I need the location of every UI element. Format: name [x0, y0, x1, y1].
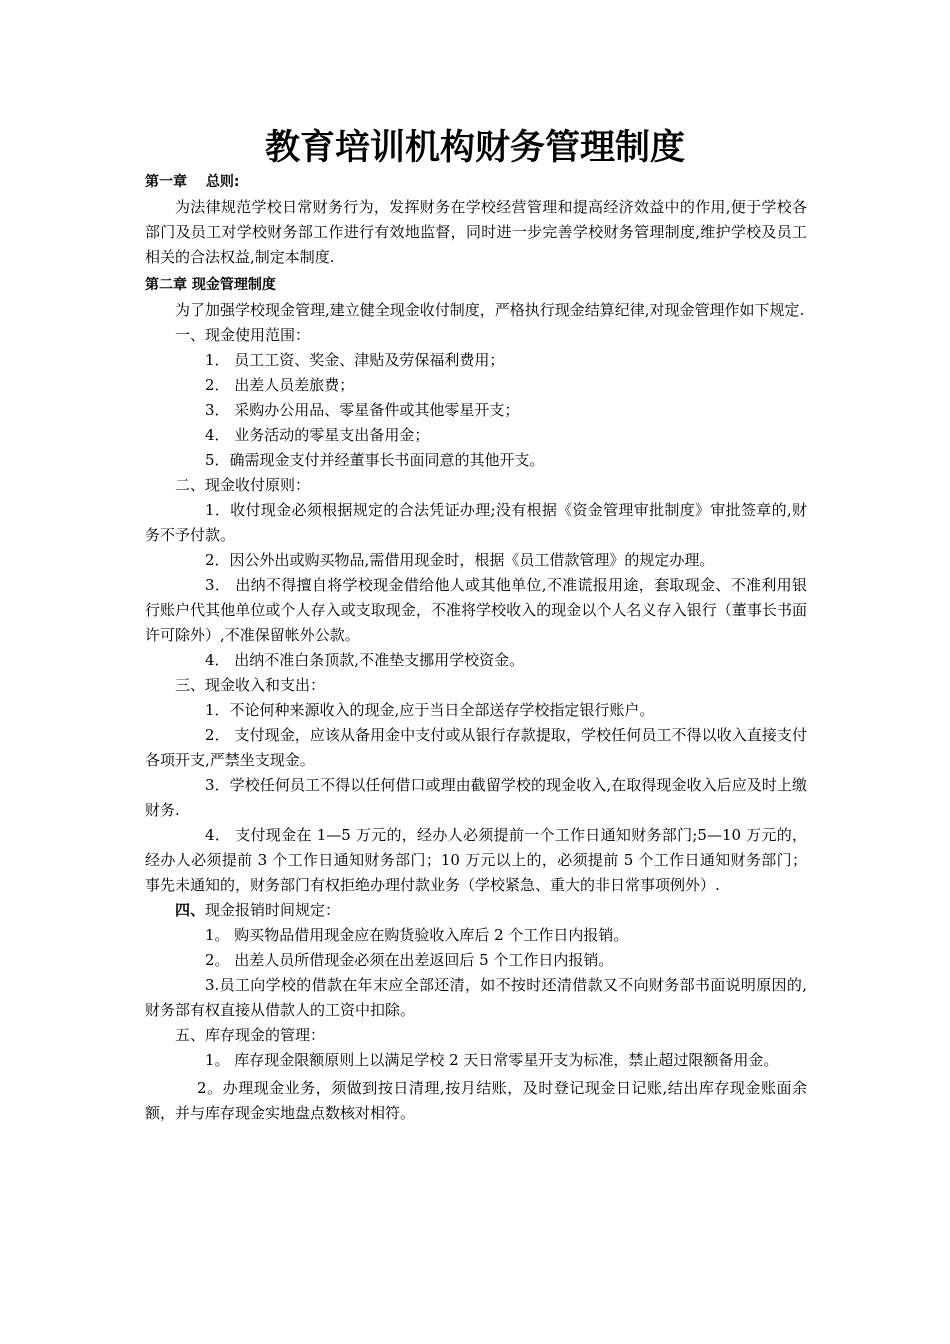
chapter-2-heading: 第二章 现金管理制度	[145, 277, 276, 293]
section-1-item: 3． 采购办公用品、零星备件或其他零星开支；	[205, 401, 520, 419]
section-4-item: 2。 出差人员所借现金必须在出差返回后 5 个工作日内报销。	[205, 951, 614, 969]
section-1-item: 5．确需现金支付并经董事长书面同意的其他开支。	[205, 451, 545, 469]
section-5-title: 五、库存现金的管理：	[175, 1026, 326, 1044]
section-5-item: 1。 库存现金限额原则上以满足学校 2 天日常零星开支为标准，禁止超过限额备用金。	[205, 1051, 779, 1069]
section-3-item: 1．不论何种来源收入的现金,应于当日全部送存学校指定银行账户。	[205, 701, 655, 719]
section-1-title: 一、现金使用范围：	[175, 326, 311, 344]
section-2-item: 3． 出纳不得擅自将学校现金借给他人或其他单位,不准谎报用途，套取现金、不准利用银行账户代其他单位或个人存入或支取现金，不准将学校收入的现金以个人名义存入银行（董事长书面许可除外）,不准保留帐外公款。	[145, 576, 807, 644]
chapter-1-heading: 第一章 总则:	[145, 174, 240, 190]
section-4-title-text: 现金报销时间规定：	[205, 901, 341, 919]
section-2-item: 4． 出纳不准白条顶款,不准垫支挪用学校资金。	[205, 651, 525, 669]
section-1-item: 1． 员工工资、奖金、津贴及劳保福利费用；	[205, 351, 505, 369]
section-3-item: 2． 支付现金，应该从备用金中支付或从银行存款提取，学校任何员工不得以收入直接支付各项开支,严禁坐支现金。	[145, 726, 807, 769]
section-4-number: 四、	[175, 901, 206, 919]
section-3-title: 三、现金收入和支出：	[175, 676, 326, 694]
section-4-item: 3.员工向学校的借款在年末应全部还清，如不按时还清借款又不向财务部书面说明原因的,财务部有权直接从借款人的工资中扣除。	[145, 976, 807, 1019]
section-1-item: 2． 出差人员差旅费；	[205, 376, 355, 394]
document-body	[145, 170, 807, 1126]
section-4-title	[145, 898, 807, 923]
chapter-1-paragraph: 为法律规范学校日常财务行为，发挥财务在学校经营管理和提高经济效益中的作用,便于学校各部门及员工对学校财务部工作进行有效地监督，同时进一步完善学校财务管理制度,维护学校及员工相关的合法权益,制定本制度.	[145, 198, 807, 266]
section-2-item: 1．收付现金必须根据规定的合法凭证办理;没有根据《资金管理审批制度》审批签章的,财务不予付款。	[145, 501, 807, 544]
section-5-item: 2。办理现金业务，须做到按日清理,按月结账，及时登记现金日记账,结出库存现金账面余额，并与库存现金实地盘点数核对相符。	[145, 1079, 807, 1122]
section-2-title: 二、现金收付原则：	[175, 476, 311, 494]
section-4-item: 1。 购买物品借用现金应在购货验收入库后 2 个工作日内报销。	[205, 926, 629, 944]
section-3-item: 3．学校任何员工不得以任何借口或理由截留学校的现金收入,在取得现金收入后应及时上缴财务.	[145, 776, 807, 819]
document-title: 教育培训机构财务管理制度	[264, 128, 685, 168]
chapter-2-intro: 为了加强学校现金管理,建立健全现金收付制度，严格执行现金结算纪律,对现金管理作如下规定.	[175, 301, 805, 319]
section-1-item: 4． 业务活动的零星支出备用金；	[205, 426, 430, 444]
section-2-item: 2．因公外出或购买物品,需借用现金时，根据《员工借款管理》的规定办理。	[205, 551, 715, 569]
section-3-item: 4． 支付现金在 1—5 万元的，经办人必须提前一个工作日通知财务部门;5—10 万元的，经办人必须提前 3 个工作日通知财务部门；10 万元以上的，必须提前 5 个工作日通知财务部门；事先未通知的，财务部门有权拒绝办理付款业务（学校紧急、重大的非日常事项例外）.	[145, 826, 807, 894]
